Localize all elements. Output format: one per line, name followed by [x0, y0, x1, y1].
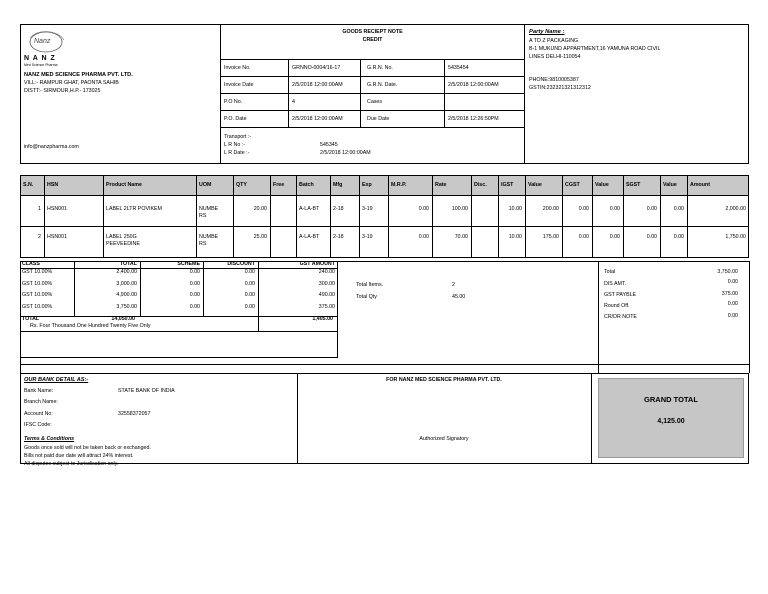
- col-header-13: Value: [528, 182, 542, 188]
- bank-name-label: Bank Name:: [24, 388, 54, 394]
- class-row-2-cell-0: GST 10.00%: [22, 292, 53, 298]
- class-row-3-cell-0: GST 10.00%: [22, 303, 53, 310]
- po-no-value: 4: [292, 99, 295, 105]
- col-header-12: IGST: [501, 182, 514, 188]
- invoice-no-label: Invoice No.: [224, 65, 251, 71]
- dis-amt-value: 0.00: [727, 279, 738, 285]
- crdr-note-label: CR/DR NOTE: [604, 314, 637, 320]
- invoice-no-value: GRNNO-0004/16-17: [292, 65, 341, 71]
- party-address-1: B-1 MUKUND APPARTMENT,16 YAMUNA ROAD CIVIL: [529, 46, 661, 52]
- item-0-exp: 3-19: [362, 206, 373, 212]
- class-row-0-cell-3: 0.00: [244, 269, 255, 275]
- col-header-15: Value: [595, 182, 609, 188]
- dis-amt-label: DIS AMT.: [604, 281, 627, 287]
- col-header-3: UOM: [199, 182, 212, 188]
- col-header-7: Mfg: [333, 182, 343, 188]
- col-header-16: SGST: [626, 182, 641, 188]
- item-0-mfg: 2-18: [333, 206, 344, 212]
- item-1-mrp: 0.00: [418, 234, 429, 240]
- po-no-label: P.O No.: [224, 99, 243, 105]
- item-0-amount: 2,000.00: [725, 206, 746, 212]
- goods-receipt-note: [20, 24, 749, 467]
- col-header-0: S.N.: [23, 182, 34, 188]
- class-row-3-cell-2: 0.00: [189, 303, 200, 310]
- terms-line-2: Bills not paid due date will attract 24% interest.: [24, 453, 134, 459]
- item-1-sgst: 0.00: [646, 234, 657, 240]
- logo-script-text: Nanz: [34, 38, 51, 45]
- class-row-3-cell-3: 0.00: [244, 303, 255, 310]
- cases-label: Cases: [367, 99, 383, 105]
- item-0-product: LABEL 2LTR POVIKEM: [106, 206, 162, 212]
- class-row-2-cell-2: 0.00: [189, 292, 200, 298]
- item-0-sgst_value: 0.00: [673, 206, 684, 212]
- signature-for: FOR NANZ MED SCIENCE PHARMA PVT. LTD.: [386, 377, 502, 383]
- terms-line-1: Goods once sold will not be taken back or exchanged.: [24, 445, 151, 451]
- total-items-value: 2: [452, 282, 455, 288]
- account-value: 32558372057: [118, 411, 151, 417]
- col-header-9: M.R.P.: [391, 182, 407, 188]
- total-value: 3,750.00: [717, 269, 738, 275]
- invoice-meta-block: [220, 24, 525, 164]
- account-label: Account No:: [24, 411, 53, 417]
- class-row-1-cell-2: 0.00: [189, 280, 200, 287]
- logo-wordmark: N A N Z: [24, 55, 56, 62]
- col-header-6: Batch: [299, 182, 314, 188]
- party-label: Party Name :: [529, 29, 565, 35]
- item-0-sn: 1: [38, 206, 41, 212]
- party-name: A TO Z PACKAGING: [529, 38, 579, 44]
- round-off-value: 0.00: [727, 301, 738, 307]
- class-row-2-cell-1: 4,900.00: [116, 292, 137, 298]
- col-header-10: Rate: [435, 182, 447, 188]
- item-1-exp: 3-19: [362, 234, 373, 240]
- item-0-mrp: 0.00: [418, 206, 429, 212]
- lr-date-value: 2/5/2018 12:00:00AM: [320, 150, 371, 156]
- class-row-1-cell-3: 0.00: [244, 280, 255, 287]
- grn-date-label: G.R.N. Date.: [367, 82, 398, 88]
- class-header-3: DISCOUNT: [227, 261, 255, 267]
- item-0-igst: 10.00: [508, 206, 522, 212]
- col-header-4: QTY: [236, 182, 247, 188]
- transport-label: Transport :-: [224, 134, 252, 140]
- crdr-note-value: 0.00: [727, 313, 738, 319]
- class-total-gst: 1,405.00: [312, 316, 333, 322]
- invoice-date-value: 2/5/2018 12:00:00AM: [292, 82, 343, 88]
- invoice-date-label: Invoice Date: [224, 82, 254, 88]
- po-date-value: 2/5/2018 12:00:00AM: [292, 116, 343, 122]
- item-1-uom: NUMBE: [199, 234, 219, 240]
- branch-label: Branch Name:: [24, 399, 58, 405]
- due-date-value: 2/5/2018 12:26:50PM: [448, 116, 499, 122]
- bank-name-value: STATE BANK OF INDIA: [118, 388, 175, 394]
- class-row-0-cell-1: 2,400.00: [116, 269, 137, 275]
- grn-no-value: 5435454: [448, 65, 469, 71]
- item-1-igst_value: 175.00: [542, 234, 559, 240]
- gst-payble-label: GST PAYBLE: [604, 292, 637, 298]
- class-total-value: 14,050.00: [111, 316, 135, 322]
- po-date-label: P.O. Date: [224, 116, 247, 122]
- class-row-1-cell-1: 3,000.00: [116, 280, 137, 287]
- class-header-2: SCHEME: [177, 261, 200, 267]
- ifsc-label: IFSC Code:: [24, 422, 52, 428]
- class-row-1-cell-4: 300.00: [318, 280, 335, 287]
- doc-title: GOODS RECIEPT NOTE: [342, 29, 403, 35]
- grn-no-label: G.R.N. No.: [367, 65, 393, 71]
- terms-title: Terms & Conditions: [24, 436, 75, 442]
- item-0-hsn: HSN001: [47, 206, 68, 212]
- class-header-4: GST AMOUNT: [299, 261, 335, 267]
- class-row-3-cell-1: 3,750.00: [116, 303, 137, 310]
- item-1-sn: 2: [38, 234, 41, 240]
- item-1-product-line2: PEEVEEDINE: [106, 241, 140, 247]
- col-header-1: HSN: [47, 182, 59, 188]
- bank-title: OUR BANK DETAIL AS:-: [24, 377, 89, 383]
- item-1-sgst_value: 0.00: [673, 234, 684, 240]
- item-0-igst_value: 200.00: [542, 206, 559, 212]
- company-address-2: DISTT:- SIRMOUR,H.P.- 173025: [24, 88, 101, 94]
- lr-no-value: 545345: [320, 142, 338, 148]
- item-0-cgst: 0.00: [578, 206, 589, 212]
- company-email: info@nanzpharma.com: [24, 144, 79, 150]
- total-label: Total: [604, 269, 616, 275]
- lr-no-label: L R No :-: [224, 142, 245, 148]
- class-row-1-cell-0: GST 10.00%: [22, 280, 53, 287]
- item-1-amount: 1,750.00: [725, 234, 746, 240]
- total-qty-label: Total Qty: [356, 294, 377, 300]
- terms-line-3: All disputes subject to Jurisdication only.: [24, 461, 119, 467]
- item-1-product: LABEL 250G: [106, 234, 137, 240]
- round-off-label: Round Off.: [604, 303, 630, 309]
- item-0-uom-line2: RS: [199, 213, 207, 219]
- grn-date-value: 2/5/2018 12:00:00AM: [448, 82, 499, 88]
- company-address-1: VILL:- RAMPUR GHAT, PAONTA SAHIB: [24, 80, 119, 86]
- class-row-0-cell-2: 0.00: [189, 269, 200, 275]
- item-1-qty: 25.00: [253, 234, 267, 240]
- item-1-hsn: HSN001: [47, 234, 68, 240]
- grand-total-label: GRAND TOTAL: [644, 395, 698, 404]
- class-row-0-cell-0: GST 10.00%: [22, 269, 53, 275]
- party-address-2: LINES DELHI-110054: [529, 54, 581, 60]
- party-block: [524, 24, 749, 164]
- item-1-cgst_value: 0.00: [609, 234, 620, 240]
- col-header-17: Value: [663, 182, 677, 188]
- col-header-2: Product Name: [106, 182, 142, 188]
- authorized-signatory: Authorized Signatory: [419, 436, 469, 442]
- item-1-igst: 10.00: [508, 234, 522, 240]
- doc-subtitle: CREDIT: [362, 37, 383, 43]
- class-row-3-cell-4: 375.00: [318, 303, 335, 310]
- class-row-2-cell-4: 490.00: [318, 292, 335, 298]
- gst-payble-value: 375.00: [721, 291, 738, 297]
- col-header-11: Disc.: [474, 182, 487, 188]
- class-row-0-cell-4: 240.00: [318, 269, 335, 275]
- logo-tagline: Med Science Pharma: [24, 63, 58, 67]
- item-0-qty: 20.00: [253, 206, 267, 212]
- class-row-2-cell-3: 0.00: [244, 292, 255, 298]
- col-header-14: CGST: [565, 182, 580, 188]
- item-1-batch: A-LA-BT: [299, 234, 320, 240]
- party-gstin: GSTIN:232321321312312: [529, 85, 591, 91]
- party-phone: PHONE:9810005387: [529, 77, 579, 83]
- class-header-0: CLASS: [22, 261, 40, 267]
- item-0-rate: 100.00: [451, 206, 468, 212]
- class-header-1: TOTAL: [119, 261, 137, 267]
- col-header-5: Free: [273, 182, 285, 188]
- item-0-sgst: 0.00: [646, 206, 657, 212]
- amount-in-words: Rs. Four Thousand One Hundred Twenty Five Only: [30, 323, 151, 329]
- item-1-mfg: 2-18: [333, 234, 344, 240]
- class-total-label: TOTAL: [22, 316, 40, 322]
- total-qty-value: 45.00: [452, 294, 466, 300]
- item-0-cgst_value: 0.00: [609, 206, 620, 212]
- company-name: NANZ MED SCIENCE PHARMA PVT. LTD.: [24, 72, 133, 78]
- item-1-cgst: 0.00: [578, 234, 589, 240]
- item-1-rate: 70.00: [454, 234, 468, 240]
- col-header-8: Exp: [362, 182, 372, 188]
- grand-total-value: 4,125.00: [657, 418, 685, 425]
- total-items-label: Total Items.: [356, 282, 384, 288]
- item-0-uom: NUMBE: [199, 206, 219, 212]
- item-1-uom-line2: RS: [199, 241, 207, 247]
- item-0-batch: A-LA-BT: [299, 206, 320, 212]
- due-date-label: Due Date: [367, 116, 390, 122]
- lr-date-label: L R Date :-: [224, 150, 250, 156]
- col-header-18: Amount: [690, 182, 711, 188]
